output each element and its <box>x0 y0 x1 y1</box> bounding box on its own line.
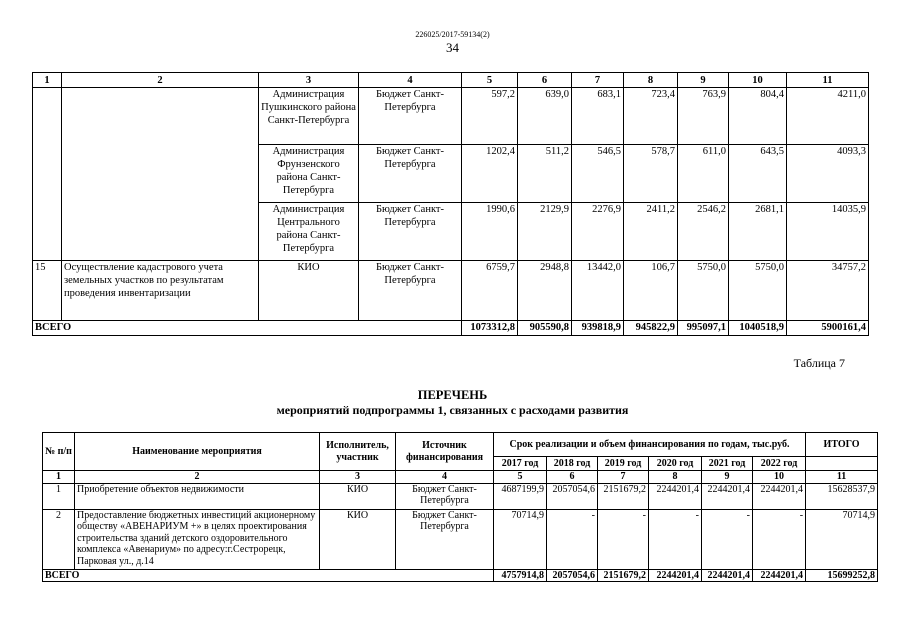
table1-col-header: 2 <box>62 73 259 88</box>
year-header: 2017 год <box>494 457 547 471</box>
table1-col-header: 6 <box>518 73 572 88</box>
total-label: ВСЕГО <box>33 321 462 336</box>
total-value: 939818,9 <box>572 321 624 336</box>
total-value: 2057054,6 <box>547 569 598 582</box>
value-cell: 611,0 <box>678 145 729 203</box>
value-cell: 804,4 <box>729 88 787 145</box>
row-number <box>33 88 62 261</box>
col-index: 10 <box>753 471 806 484</box>
total-row <box>33 321 869 336</box>
activity-name: Приобретение объектов недвижимости <box>75 483 320 509</box>
total-value: 2244201,4 <box>649 569 702 582</box>
table1-col-header: 8 <box>624 73 678 88</box>
header-total: ИТОГО <box>806 433 878 457</box>
value-cell: 70714,9 <box>494 509 547 569</box>
value-cell: - <box>649 509 702 569</box>
executor: КИО <box>259 261 359 321</box>
value-cell: - <box>753 509 806 569</box>
total-value: 2151679,2 <box>598 569 649 582</box>
total-value: 905590,8 <box>518 321 572 336</box>
value-cell: 578,7 <box>624 145 678 203</box>
activity-name <box>62 88 259 261</box>
value-cell: 2948,8 <box>518 261 572 321</box>
executor: КИО <box>320 509 396 569</box>
total-cell: 15628537,9 <box>806 483 878 509</box>
col-index: 6 <box>547 471 598 484</box>
value-cell: 4687199,9 <box>494 483 547 509</box>
value-cell: 6759,7 <box>462 261 518 321</box>
header-number: № п/п <box>43 433 75 471</box>
table1-header-row <box>33 73 869 88</box>
header-executor: Исполнитель, участник <box>320 433 396 471</box>
total-value: 1073312,8 <box>462 321 518 336</box>
table-row <box>33 88 869 145</box>
value-cell: 2276,9 <box>572 203 624 261</box>
development-expenses-table <box>42 432 878 582</box>
value-cell: 2546,2 <box>678 203 729 261</box>
executor: Администрация Пушкинского района Санкт-Петербурга <box>259 88 359 145</box>
executor: КИО <box>320 483 396 509</box>
total-value: 945822,9 <box>624 321 678 336</box>
value-cell: 683,1 <box>572 88 624 145</box>
value-cell: 5750,0 <box>678 261 729 321</box>
total-value: 995097,1 <box>678 321 729 336</box>
col-index: 1 <box>43 471 75 484</box>
year-header: 2019 год <box>598 457 649 471</box>
page-number: 34 <box>446 40 459 55</box>
table1-col-header: 11 <box>787 73 869 88</box>
table-row <box>43 483 878 509</box>
table-row <box>43 509 878 569</box>
value-cell: 597,2 <box>462 88 518 145</box>
value-cell: 546,5 <box>572 145 624 203</box>
executor: Администрация Фрунзенского района Санкт-Петербурга <box>259 145 359 203</box>
total-cell: 4211,0 <box>787 88 869 145</box>
table1-col-header: 9 <box>678 73 729 88</box>
col-index: 4 <box>396 471 494 484</box>
total-value: 2244201,4 <box>702 569 753 582</box>
col-index: 7 <box>598 471 649 484</box>
table1-col-header: 4 <box>359 73 462 88</box>
financing-table-continued <box>32 72 869 336</box>
table1-col-header: 5 <box>462 73 518 88</box>
total-cell: 14035,9 <box>787 203 869 261</box>
value-cell: 511,2 <box>518 145 572 203</box>
header-source: Источник финансирования <box>396 433 494 471</box>
value-cell: 1202,4 <box>462 145 518 203</box>
value-cell: 763,9 <box>678 88 729 145</box>
document-code: 226025/2017-59134(2) <box>415 30 490 39</box>
value-cell: 2151679,2 <box>598 483 649 509</box>
year-header: 2021 год <box>702 457 753 471</box>
value-cell: 2681,1 <box>729 203 787 261</box>
funding-source: Бюджет Санкт-Петербурга <box>396 509 494 569</box>
col-index: 11 <box>806 471 878 484</box>
table-label: Таблица 7 <box>793 356 845 370</box>
value-cell: 2411,2 <box>624 203 678 261</box>
header-period: Срок реализации и объем финансирования по годам, тыс.руб. <box>494 433 806 457</box>
funding-source: Бюджет Санкт-Петербурга <box>359 203 462 261</box>
value-cell: - <box>547 509 598 569</box>
total-value: 5900161,4 <box>787 321 869 336</box>
funding-source: Бюджет Санкт-Петербурга <box>396 483 494 509</box>
list-subtitle: мероприятий подпрограммы 1, связанных с расходами развития <box>276 403 629 417</box>
value-cell: 723,4 <box>624 88 678 145</box>
value-cell: 2244201,4 <box>753 483 806 509</box>
total-value: 4757914,8 <box>494 569 547 582</box>
value-cell: 2244201,4 <box>649 483 702 509</box>
total-value: 2244201,4 <box>753 569 806 582</box>
value-cell: - <box>702 509 753 569</box>
row-number: 15 <box>33 261 62 321</box>
funding-source: Бюджет Санкт-Петербурга <box>359 88 462 145</box>
col-index: 5 <box>494 471 547 484</box>
table-row <box>33 261 869 321</box>
funding-source: Бюджет Санкт-Петербурга <box>359 261 462 321</box>
list-title: ПЕРЕЧЕНЬ <box>417 388 488 402</box>
table2-index-row <box>43 471 878 484</box>
col-index: 8 <box>649 471 702 484</box>
value-cell: 643,5 <box>729 145 787 203</box>
total-value: 1040518,9 <box>729 321 787 336</box>
total-cell: 4093,3 <box>787 145 869 203</box>
activity-name: Предоставление бюджетных инвестиций акционерному обществу «АВЕНАРИУМ +» в целях проектирования строительства зданий детского оздоровительного комплекса «Авенариум» по адресу:г.Сестрорецк, Парковая ул., д.14 <box>75 509 320 569</box>
total-label: ВСЕГО <box>43 569 494 582</box>
value-cell: 5750,0 <box>729 261 787 321</box>
header-name: Наименование мероприятия <box>75 433 320 471</box>
value-cell: 2244201,4 <box>702 483 753 509</box>
col-index: 2 <box>75 471 320 484</box>
year-header: 2020 год <box>649 457 702 471</box>
col-index: 9 <box>702 471 753 484</box>
total-value: 15699252,8 <box>806 569 878 582</box>
total-row <box>43 569 878 582</box>
table2-header-row <box>43 433 878 457</box>
value-cell: 13442,0 <box>572 261 624 321</box>
value-cell: 1990,6 <box>462 203 518 261</box>
value-cell: 106,7 <box>624 261 678 321</box>
year-header: 2022 год <box>753 457 806 471</box>
activity-name: Осуществление кадастрового учета земельных участков по результатам проведения инвентаризации <box>62 261 259 321</box>
table1-col-header: 7 <box>572 73 624 88</box>
total-cell: 70714,9 <box>806 509 878 569</box>
total-cell: 34757,2 <box>787 261 869 321</box>
value-cell: 2129,9 <box>518 203 572 261</box>
funding-source: Бюджет Санкт-Петербурга <box>359 145 462 203</box>
year-header-empty <box>806 457 878 471</box>
year-header: 2018 год <box>547 457 598 471</box>
table1-col-header: 3 <box>259 73 359 88</box>
value-cell: 639,0 <box>518 88 572 145</box>
value-cell: 2057054,6 <box>547 483 598 509</box>
col-index: 3 <box>320 471 396 484</box>
value-cell: - <box>598 509 649 569</box>
executor: Администрация Центрального района Санкт-Петербурга <box>259 203 359 261</box>
row-number: 1 <box>43 483 75 509</box>
table1-col-header: 1 <box>33 73 62 88</box>
row-number: 2 <box>43 509 75 569</box>
table1-col-header: 10 <box>729 73 787 88</box>
